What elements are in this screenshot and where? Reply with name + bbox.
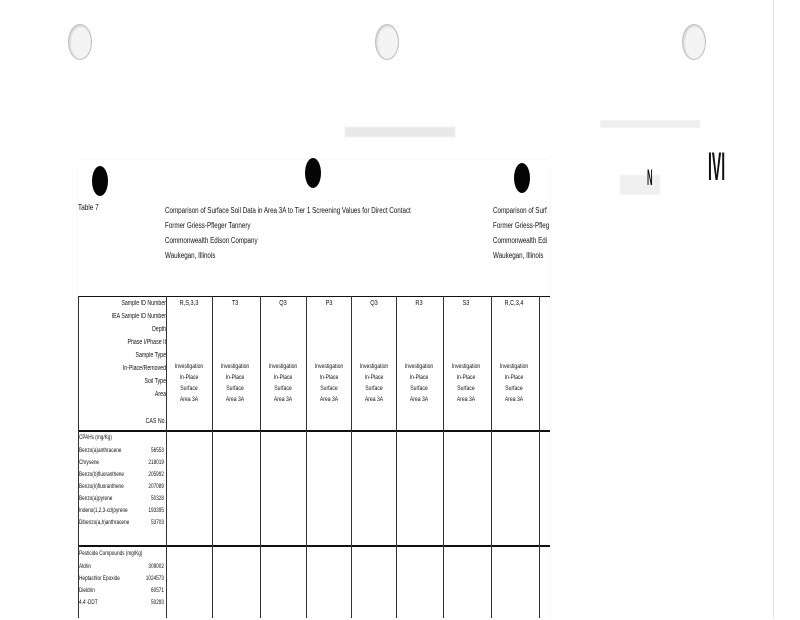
- analyte-name: Benzo(a)pyrene: [79, 495, 113, 502]
- analyte-cas: 205992: [148, 471, 164, 478]
- title-line: Commonwealth Edi: [493, 236, 548, 245]
- table-label: Table 7: [78, 203, 99, 212]
- title-line: Former Griess-Pfleg: [493, 221, 550, 230]
- column-description-line: Area 3A: [225, 396, 245, 403]
- title-line: Comparison of Surf: [493, 206, 547, 215]
- analyte-cas: 193395: [148, 507, 164, 514]
- column-description: [448, 361, 484, 405]
- title-line: Comparison of Surface Soil Data in Area 3A to Tier 1 Screening Values for Direct Contact: [165, 206, 411, 215]
- column-description-line: In-Place: [225, 374, 245, 381]
- column-description-line: Investigation: [499, 363, 529, 370]
- column-description-line: Investigation: [174, 363, 204, 370]
- analyte-name: 4,4'-DDT: [79, 599, 98, 606]
- column-description: [356, 361, 392, 405]
- title-line: Former Griess-Pfleger Tannery: [165, 221, 251, 230]
- header-bottom-rule: [78, 430, 550, 432]
- section-rule: [78, 545, 550, 547]
- title-line: Waukegan, Illinois: [493, 251, 544, 260]
- title-line: Commonwealth Edison Company: [165, 236, 258, 245]
- analyte-name: Dieldrin: [79, 587, 95, 594]
- column-sample-id: Q3: [370, 300, 378, 307]
- column-divider: [491, 296, 492, 618]
- column-description-line: Investigation: [404, 363, 434, 370]
- column-description: [217, 361, 253, 405]
- column-sample-id: Q3: [279, 300, 287, 307]
- column-divider: [166, 296, 167, 618]
- analyte-cas: 1024573: [145, 575, 164, 582]
- row-header: IEA Sample ID Number: [111, 313, 166, 320]
- right-title-clip: [493, 200, 551, 270]
- analyte-name: Heptachlor Epoxide: [79, 575, 120, 582]
- analyte-cas: 50293: [150, 599, 164, 606]
- side-mark: IVI: [708, 145, 726, 189]
- row-header: Area: [154, 391, 166, 398]
- row-header: Sample ID Number: [121, 300, 166, 307]
- column-description: [171, 361, 207, 405]
- table-title-block: [165, 203, 411, 263]
- column-divider: [539, 296, 540, 618]
- column-description-line: In-Place: [456, 374, 476, 381]
- column-description-line: Surface: [180, 385, 198, 392]
- analyte-name: Aldrin: [79, 563, 91, 570]
- analyte-cas: 56553: [150, 447, 164, 454]
- right-edge-line: [773, 0, 774, 618]
- column-description: [311, 361, 347, 405]
- punch-shadow-left: [92, 166, 108, 196]
- column-description-line: Area 3A: [179, 396, 199, 403]
- column-description-line: Investigation: [220, 363, 250, 370]
- column-description-line: Surface: [457, 385, 475, 392]
- column-description-line: In-Place: [364, 374, 384, 381]
- column-description: [265, 361, 301, 405]
- punch-hole-center: [375, 24, 399, 60]
- analyte-name: Dibenzo(a,h)anthracene: [79, 519, 130, 526]
- column-description-line: Surface: [320, 385, 338, 392]
- analyte-name: Indeno(1,2,3-cd)pyrene: [79, 507, 128, 514]
- bleed-through-text: [345, 127, 455, 137]
- column-description-line: Area 3A: [504, 396, 524, 403]
- column-description: [496, 361, 532, 405]
- column-sample-id: T3: [231, 300, 239, 307]
- right-title-block: [493, 203, 549, 263]
- column-description-line: Surface: [274, 385, 292, 392]
- column-description-line: Surface: [365, 385, 383, 392]
- row-header: Phase I/Phase II: [127, 339, 166, 346]
- column-description-line: Area 3A: [456, 396, 476, 403]
- analyte-name: Chrysene: [79, 459, 100, 466]
- section-title: CPAHs (mg/Kg): [79, 434, 112, 441]
- column-sample-id: P3: [325, 300, 333, 307]
- column-description-line: Surface: [410, 385, 428, 392]
- analyte-name: Benzo(b)fluoranthene: [79, 471, 125, 478]
- analyte-cas: 207089: [148, 483, 164, 490]
- column-description-line: Investigation: [268, 363, 298, 370]
- analyte-cas: 309002: [148, 563, 164, 570]
- column-description-line: Investigation: [359, 363, 389, 370]
- side-mark: N: [647, 165, 653, 190]
- column-description-line: In-Place: [179, 374, 199, 381]
- column-description-line: Surface: [505, 385, 523, 392]
- bleed-through-text: [600, 120, 700, 128]
- table-top-rule: [78, 296, 550, 297]
- column-description-line: In-Place: [409, 374, 429, 381]
- column-divider: [443, 296, 444, 618]
- column-description-line: Surface: [226, 385, 244, 392]
- analyte-cas: 50328: [150, 495, 164, 502]
- column-description-line: In-Place: [273, 374, 293, 381]
- punch-shadow-right: [514, 163, 530, 193]
- column-sample-id: R,S,3,3: [179, 300, 199, 307]
- punch-shadow-center: [305, 158, 321, 188]
- column-description-line: Area 3A: [409, 396, 429, 403]
- column-description-line: In-Place: [319, 374, 339, 381]
- section-title: Pesticide Compounds (mg/Kg): [79, 550, 143, 557]
- column-description-line: In-Place: [504, 374, 524, 381]
- title-line: Waukegan, Illinois: [165, 251, 216, 260]
- row-header: Sample Type: [135, 352, 166, 359]
- column-divider: [212, 296, 213, 618]
- column-sample-id: R,C,3,4: [504, 300, 524, 307]
- column-divider: [260, 296, 261, 618]
- column-description-line: Area 3A: [319, 396, 339, 403]
- row-header: Depth: [151, 326, 166, 333]
- column-description-line: Area 3A: [364, 396, 384, 403]
- bleed-through-mark: [620, 175, 660, 195]
- analyte-cas: 53703: [150, 519, 164, 526]
- column-description: [401, 361, 437, 405]
- column-sample-id: S3: [462, 300, 470, 307]
- column-sample-id: R3: [415, 300, 423, 307]
- column-description-line: Area 3A: [273, 396, 293, 403]
- column-divider: [396, 296, 397, 618]
- punch-hole-left: [68, 24, 92, 60]
- analyte-name: Benzo(a)anthracene: [79, 447, 122, 454]
- row-header: Soil Type: [144, 378, 166, 385]
- row-header: CAS No.: [145, 418, 166, 425]
- column-divider: [351, 296, 352, 618]
- punch-hole-right: [682, 24, 706, 60]
- analyte-cas: 218019: [148, 459, 164, 466]
- analyte-name: Benzo(k)fluoranthene: [79, 483, 124, 490]
- column-description-line: Investigation: [314, 363, 344, 370]
- row-header: In-Place/Removed: [122, 365, 166, 372]
- analyte-cas: 60571: [150, 587, 164, 594]
- column-divider: [306, 296, 307, 618]
- column-description-line: Investigation: [451, 363, 481, 370]
